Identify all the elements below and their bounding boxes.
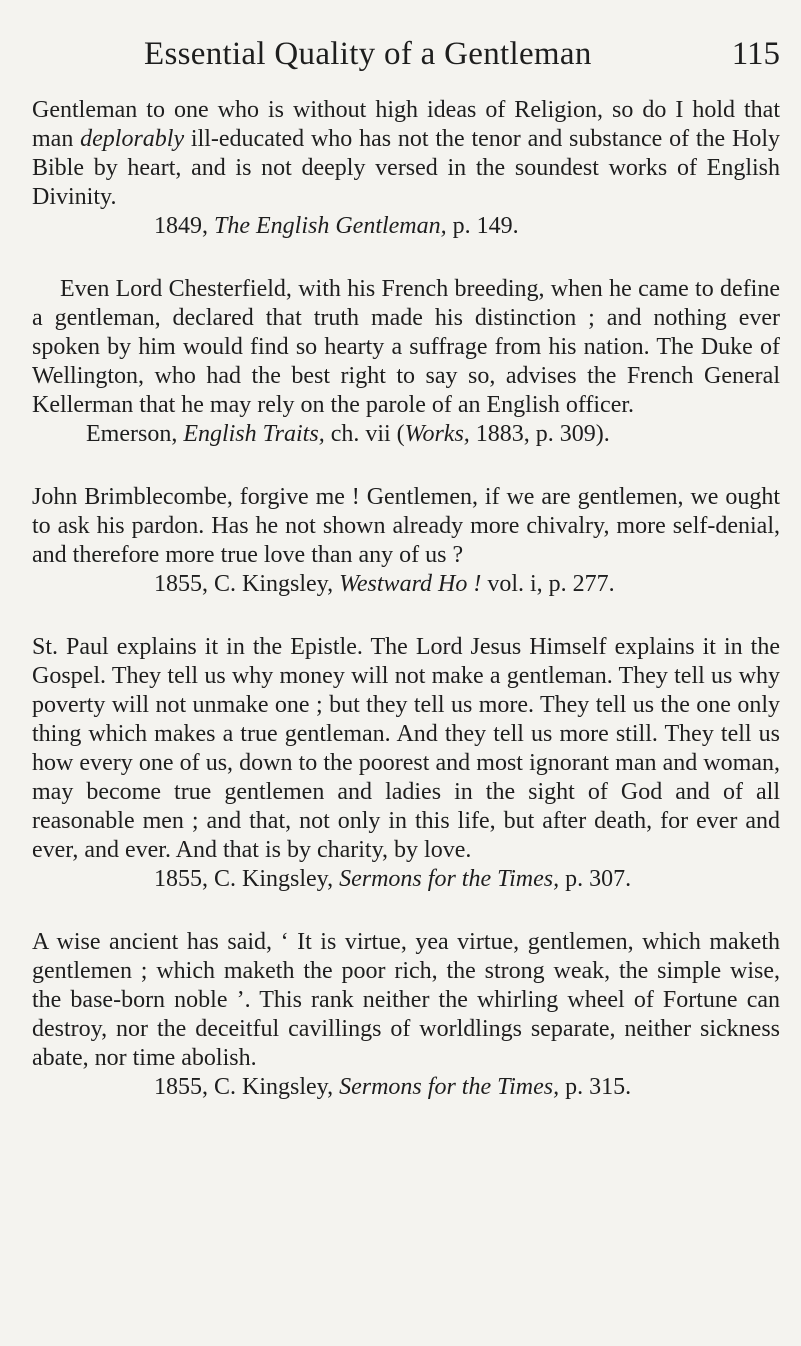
running-header [32,36,780,76]
emphasis-word: deplorably [80,126,185,152]
quotation-entry [32,928,780,1102]
quotation-text: Gentleman to one who is without high ideas of Religion, so do I hold that man deplorably ill-educated who has not the tenor and substance of the Holy Bible by heart, and is not deeply versed in the soundest works of English Divinity. [32,97,781,210]
page-number: 115 [731,36,780,72]
citation: 1849, The English Gentleman, p. 149. [154,213,519,239]
quotation-entry [32,96,780,241]
citation-title: Sermons for the Times, [339,866,560,892]
quotation-entry [32,275,780,449]
citation-title: The English Gentleman, [214,213,447,239]
quotation-text: St. Paul explains it in the Epistle. The Lord Jesus Himself explains it in the Gospel. They tell us why money will not make a gentleman. They tell us why poverty will not unmake one ; but they tell us more. They tell us the one only thing which makes a true gentleman. And they tell us more still. They tell us how every one of us, down to the poorest and most ignorant man and woman, may become true gentlemen and ladies in the sight of God and of all reasonable men ; and that, not only in this life, but after death, for ever and ever, and ever. And that is by charity, by love. [32,634,780,863]
citation-title-secondary: Works, [404,421,470,447]
citation: 1855, C. Kingsley, Westward Ho ! vol. i, p. 277. [154,571,615,597]
quotation-text: Even Lord Chesterfield, with his French breeding, when he came to define a gentleman, declared that truth made his distinction ; and nothing ever spoken by him would find so hearty a suffrage from his nation. The Duke of Wellington, who had the best right to say so, advises the French General Kellerman that he may rely on the parole of an English officer. [32,276,780,418]
quotation-text: A wise ancient has said, ‘ It is virtue, yea virtue, gentlemen, which maketh gentlemen ; which maketh the poor rich, the strong weak, the simple wise, the base-born noble ’. This rank neither the whirling wheel of Fortune can destroy, nor the deceitful cavillings of worldlings separate, neither sickness abate, nor time abolish. [32,929,780,1071]
citation: 1855, C. Kingsley, Sermons for the Times, p. 307. [154,866,632,892]
citation-title: Sermons for the Times, [339,1074,560,1100]
quotation-entry [32,633,780,894]
book-page [32,36,780,1136]
quotation-text: John Brimblecombe, forgive me ! Gentlemen, if we are gentlemen, we ought to ask his pardon. Has he not shown already more chivalry, more self-denial, and therefore more true love than any of us ? [32,484,780,568]
quotation-entry [32,483,780,599]
citation: Emerson, English Traits, ch. vii (Works, 1883, p. 309). [86,421,610,447]
citation: 1855, C. Kingsley, Sermons for the Times, p. 315. [154,1074,632,1100]
citation-title: English Traits, [183,421,325,447]
citation-title: Westward Ho ! [339,571,482,597]
running-title: Essential Quality of a Gentleman [144,36,592,72]
